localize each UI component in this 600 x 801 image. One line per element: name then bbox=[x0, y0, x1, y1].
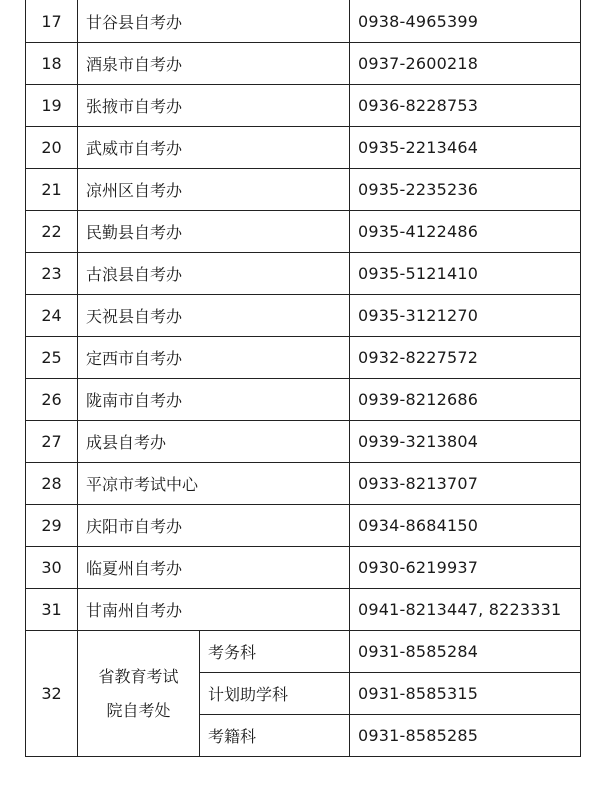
phone-number: 0935-4122486 bbox=[350, 211, 581, 253]
office-name: 甘谷县自考办 bbox=[78, 0, 350, 43]
row-number: 20 bbox=[26, 127, 78, 169]
office-name: 临夏州自考办 bbox=[78, 547, 350, 589]
phone-number: 0939-8212686 bbox=[350, 379, 581, 421]
table-row-provincial bbox=[26, 631, 581, 673]
table-row bbox=[26, 85, 581, 127]
phone-number: 0931-8585285 bbox=[350, 715, 581, 757]
row-number: 31 bbox=[26, 589, 78, 631]
phone-number: 0932-8227572 bbox=[350, 337, 581, 379]
office-name: 平凉市考试中心 bbox=[78, 463, 350, 505]
row-number: 32 bbox=[26, 631, 78, 757]
table-row bbox=[26, 295, 581, 337]
table-row bbox=[26, 211, 581, 253]
row-number: 22 bbox=[26, 211, 78, 253]
office-name: 天祝县自考办 bbox=[78, 295, 350, 337]
table-row bbox=[26, 337, 581, 379]
row-number: 23 bbox=[26, 253, 78, 295]
office-name: 民勤县自考办 bbox=[78, 211, 350, 253]
row-number: 21 bbox=[26, 169, 78, 211]
phone-number: 0936-8228753 bbox=[350, 85, 581, 127]
department-name: 计划助学科 bbox=[200, 673, 350, 715]
office-name: 武威市自考办 bbox=[78, 127, 350, 169]
phone-number: 0935-2213464 bbox=[350, 127, 581, 169]
phone-number: 0931-8585284 bbox=[350, 631, 581, 673]
table-row bbox=[26, 379, 581, 421]
table-row bbox=[26, 253, 581, 295]
row-number: 17 bbox=[26, 0, 78, 43]
contacts-table bbox=[25, 0, 581, 757]
row-number: 18 bbox=[26, 43, 78, 85]
table-row bbox=[26, 463, 581, 505]
department-name: 考务科 bbox=[200, 631, 350, 673]
office-name: 定西市自考办 bbox=[78, 337, 350, 379]
table-row bbox=[26, 169, 581, 211]
row-number: 28 bbox=[26, 463, 78, 505]
department-name: 考籍科 bbox=[200, 715, 350, 757]
table-row bbox=[26, 589, 581, 631]
provincial-office-line1: 省教育考试 bbox=[98, 666, 179, 686]
office-name: 甘南州自考办 bbox=[78, 589, 350, 631]
phone-number: 0935-5121410 bbox=[350, 253, 581, 295]
office-name: 陇南市自考办 bbox=[78, 379, 350, 421]
provincial-office-line2: 院自考处 bbox=[106, 700, 171, 720]
phone-number: 0938-4965399 bbox=[350, 0, 581, 43]
office-name: 张掖市自考办 bbox=[78, 85, 350, 127]
phone-number: 0939-3213804 bbox=[350, 421, 581, 463]
phone-number: 0930-6219937 bbox=[350, 547, 581, 589]
phone-number: 0937-2600218 bbox=[350, 43, 581, 85]
phone-number: 0934-8684150 bbox=[350, 505, 581, 547]
row-number: 19 bbox=[26, 85, 78, 127]
row-number: 25 bbox=[26, 337, 78, 379]
office-name: 古浪县自考办 bbox=[78, 253, 350, 295]
table-row bbox=[26, 43, 581, 85]
phone-number: 0931-8585315 bbox=[350, 673, 581, 715]
table-row bbox=[26, 505, 581, 547]
office-name: 凉州区自考办 bbox=[78, 169, 350, 211]
office-name: 庆阳市自考办 bbox=[78, 505, 350, 547]
phone-number: 0935-2235236 bbox=[350, 169, 581, 211]
row-number: 24 bbox=[26, 295, 78, 337]
office-name: 成县自考办 bbox=[78, 421, 350, 463]
phone-number: 0941-8213447, 8223331 bbox=[350, 589, 581, 631]
row-number: 26 bbox=[26, 379, 78, 421]
table-row bbox=[26, 127, 581, 169]
table-row bbox=[26, 547, 581, 589]
phone-number: 0935-3121270 bbox=[350, 295, 581, 337]
provincial-office-name bbox=[78, 631, 200, 757]
table-row bbox=[26, 421, 581, 463]
table-row bbox=[26, 0, 581, 43]
row-number: 29 bbox=[26, 505, 78, 547]
row-number: 30 bbox=[26, 547, 78, 589]
phone-number: 0933-8213707 bbox=[350, 463, 581, 505]
row-number: 27 bbox=[26, 421, 78, 463]
office-name: 酒泉市自考办 bbox=[78, 43, 350, 85]
